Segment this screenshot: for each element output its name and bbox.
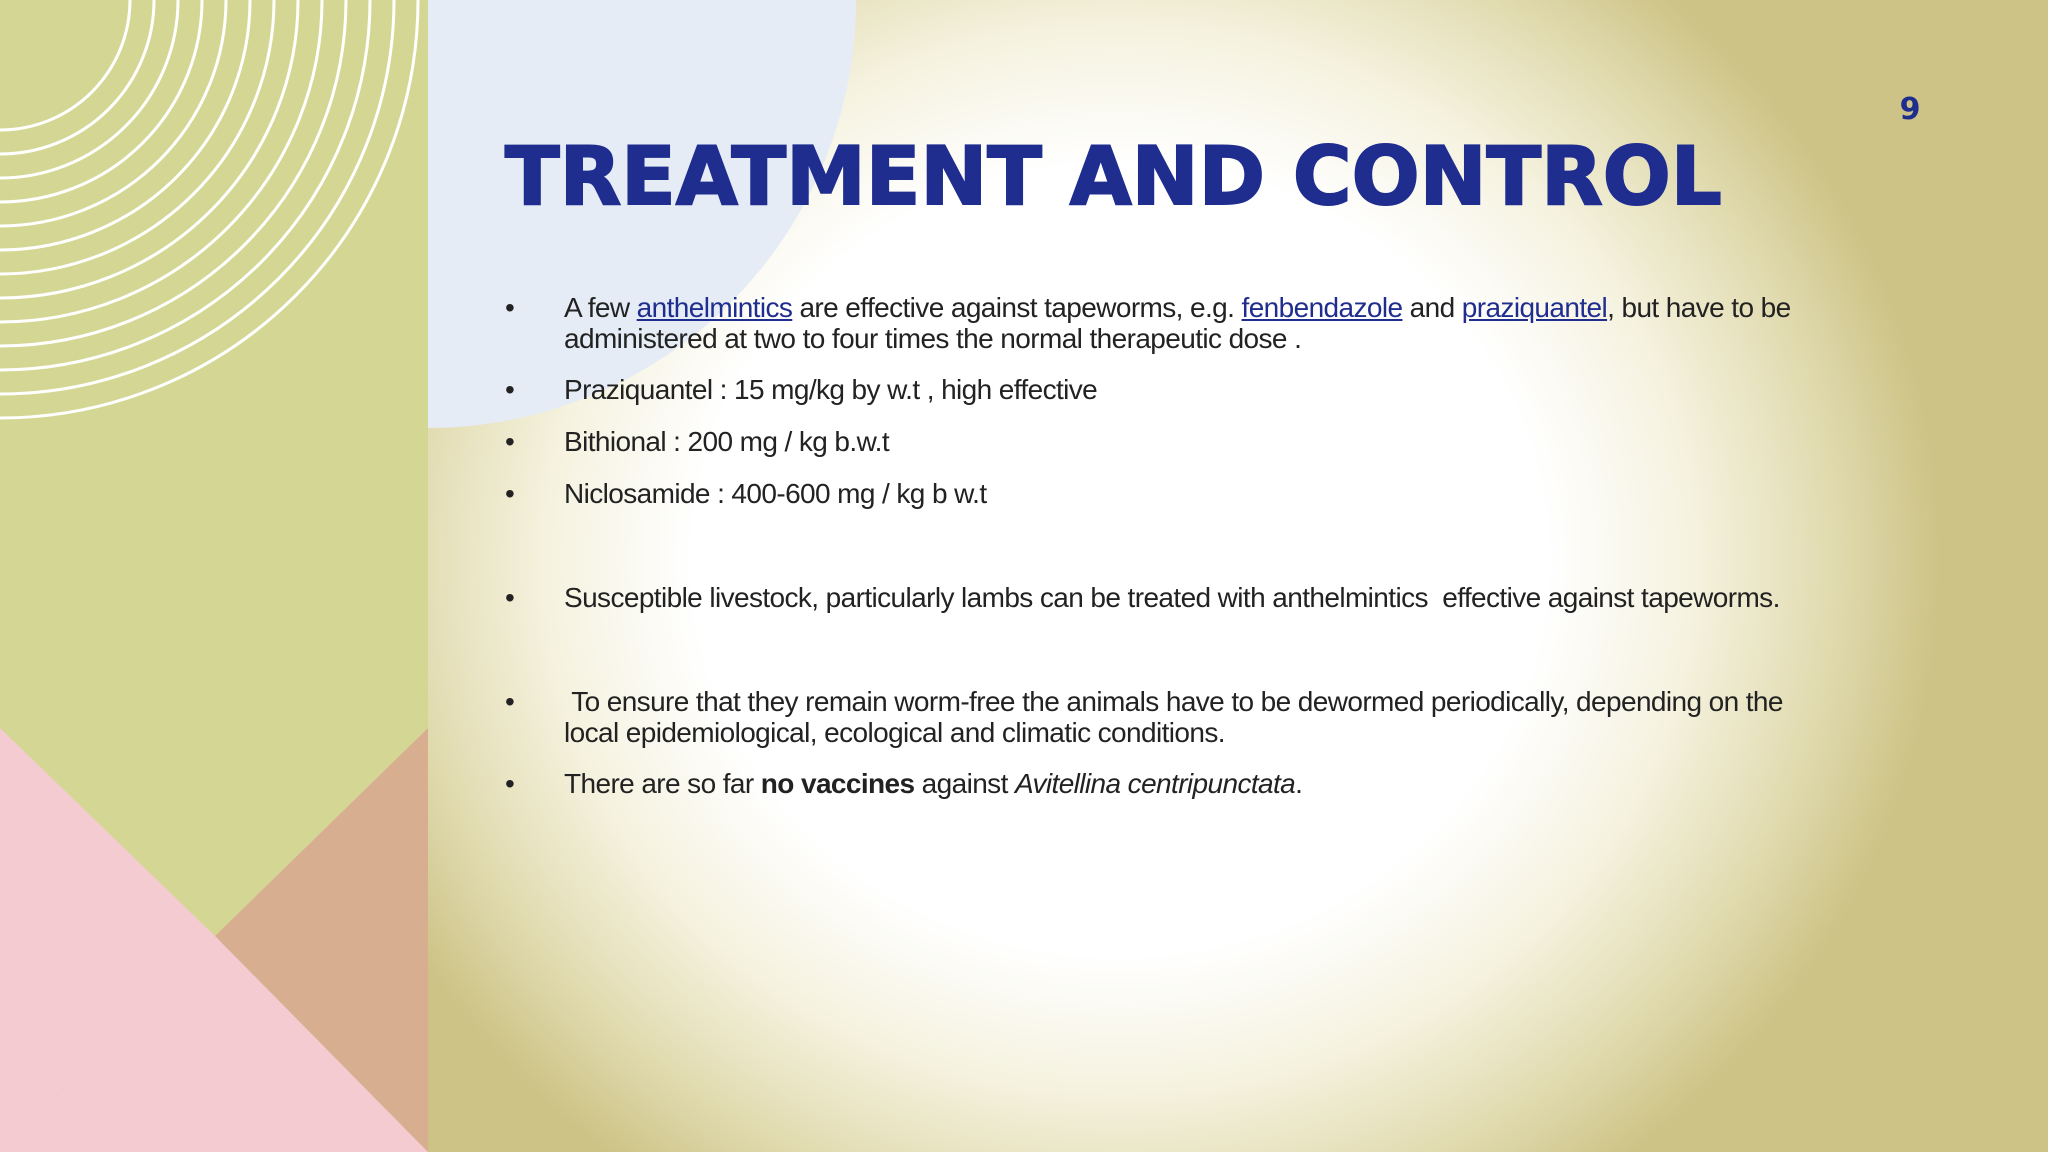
bullet-item bbox=[505, 478, 1805, 509]
slide-title: TREATMENT AND CONTROL bbox=[505, 130, 1722, 223]
bullet-text: Niclosamide : 400-600 mg / kg b w.t bbox=[564, 478, 987, 509]
bullet-text: A few bbox=[564, 292, 637, 323]
bullet-text: There are so far bbox=[564, 768, 761, 799]
bullet-text: , but have to be administered at two to four times the normal therapeutic dose . bbox=[564, 292, 1791, 354]
bullet-italic-text: Avitellina centripunctata bbox=[1014, 768, 1296, 799]
bullet-text: To ensure that they remain worm-free the animals have to be dewormed periodically, depending on the local epidemiological, ecological and climatic conditions. bbox=[564, 686, 1791, 748]
bullet-text: against bbox=[914, 768, 1015, 799]
decorative-left-panel bbox=[0, 0, 428, 1152]
bullet-item bbox=[505, 582, 1805, 613]
bullet-text: . bbox=[1295, 768, 1303, 799]
link-praziquantel[interactable]: praziquantel bbox=[1461, 292, 1608, 323]
bullet-text: are effective against tapeworms, e.g. bbox=[792, 292, 1242, 323]
bullet-item bbox=[505, 768, 1805, 799]
bullet-text: Praziquantel : 15 mg/kg by w.t , high effective bbox=[564, 374, 1098, 405]
bullet-marker: • bbox=[505, 426, 515, 457]
link-fenbendazole[interactable]: fenbendazole bbox=[1241, 292, 1403, 323]
bullet-marker: • bbox=[505, 478, 515, 509]
bullet-bold-text: no vaccines bbox=[760, 768, 915, 799]
bullet-marker: • bbox=[505, 768, 515, 799]
bullet-item bbox=[505, 292, 1805, 354]
bullet-list bbox=[505, 292, 1805, 799]
decorative-shapes bbox=[0, 0, 428, 1152]
page-number: 9 bbox=[1899, 92, 1921, 127]
bullet-marker: • bbox=[505, 582, 515, 613]
bullet-text: Bithional : 200 mg / kg b.w.t bbox=[564, 426, 890, 457]
bullet-item bbox=[505, 426, 1805, 457]
bullet-marker: • bbox=[505, 686, 515, 717]
link-anthelmintics[interactable]: anthelmintics bbox=[636, 292, 793, 323]
bullet-text: Susceptible livestock, particularly lambs can be treated with anthelmintics effective against tapeworms. bbox=[564, 582, 1780, 613]
bullet-item bbox=[505, 686, 1805, 748]
bullet-marker: • bbox=[505, 374, 515, 405]
bullet-item bbox=[505, 374, 1805, 405]
bullet-marker: • bbox=[505, 292, 515, 323]
bullet-text: and bbox=[1402, 292, 1462, 323]
